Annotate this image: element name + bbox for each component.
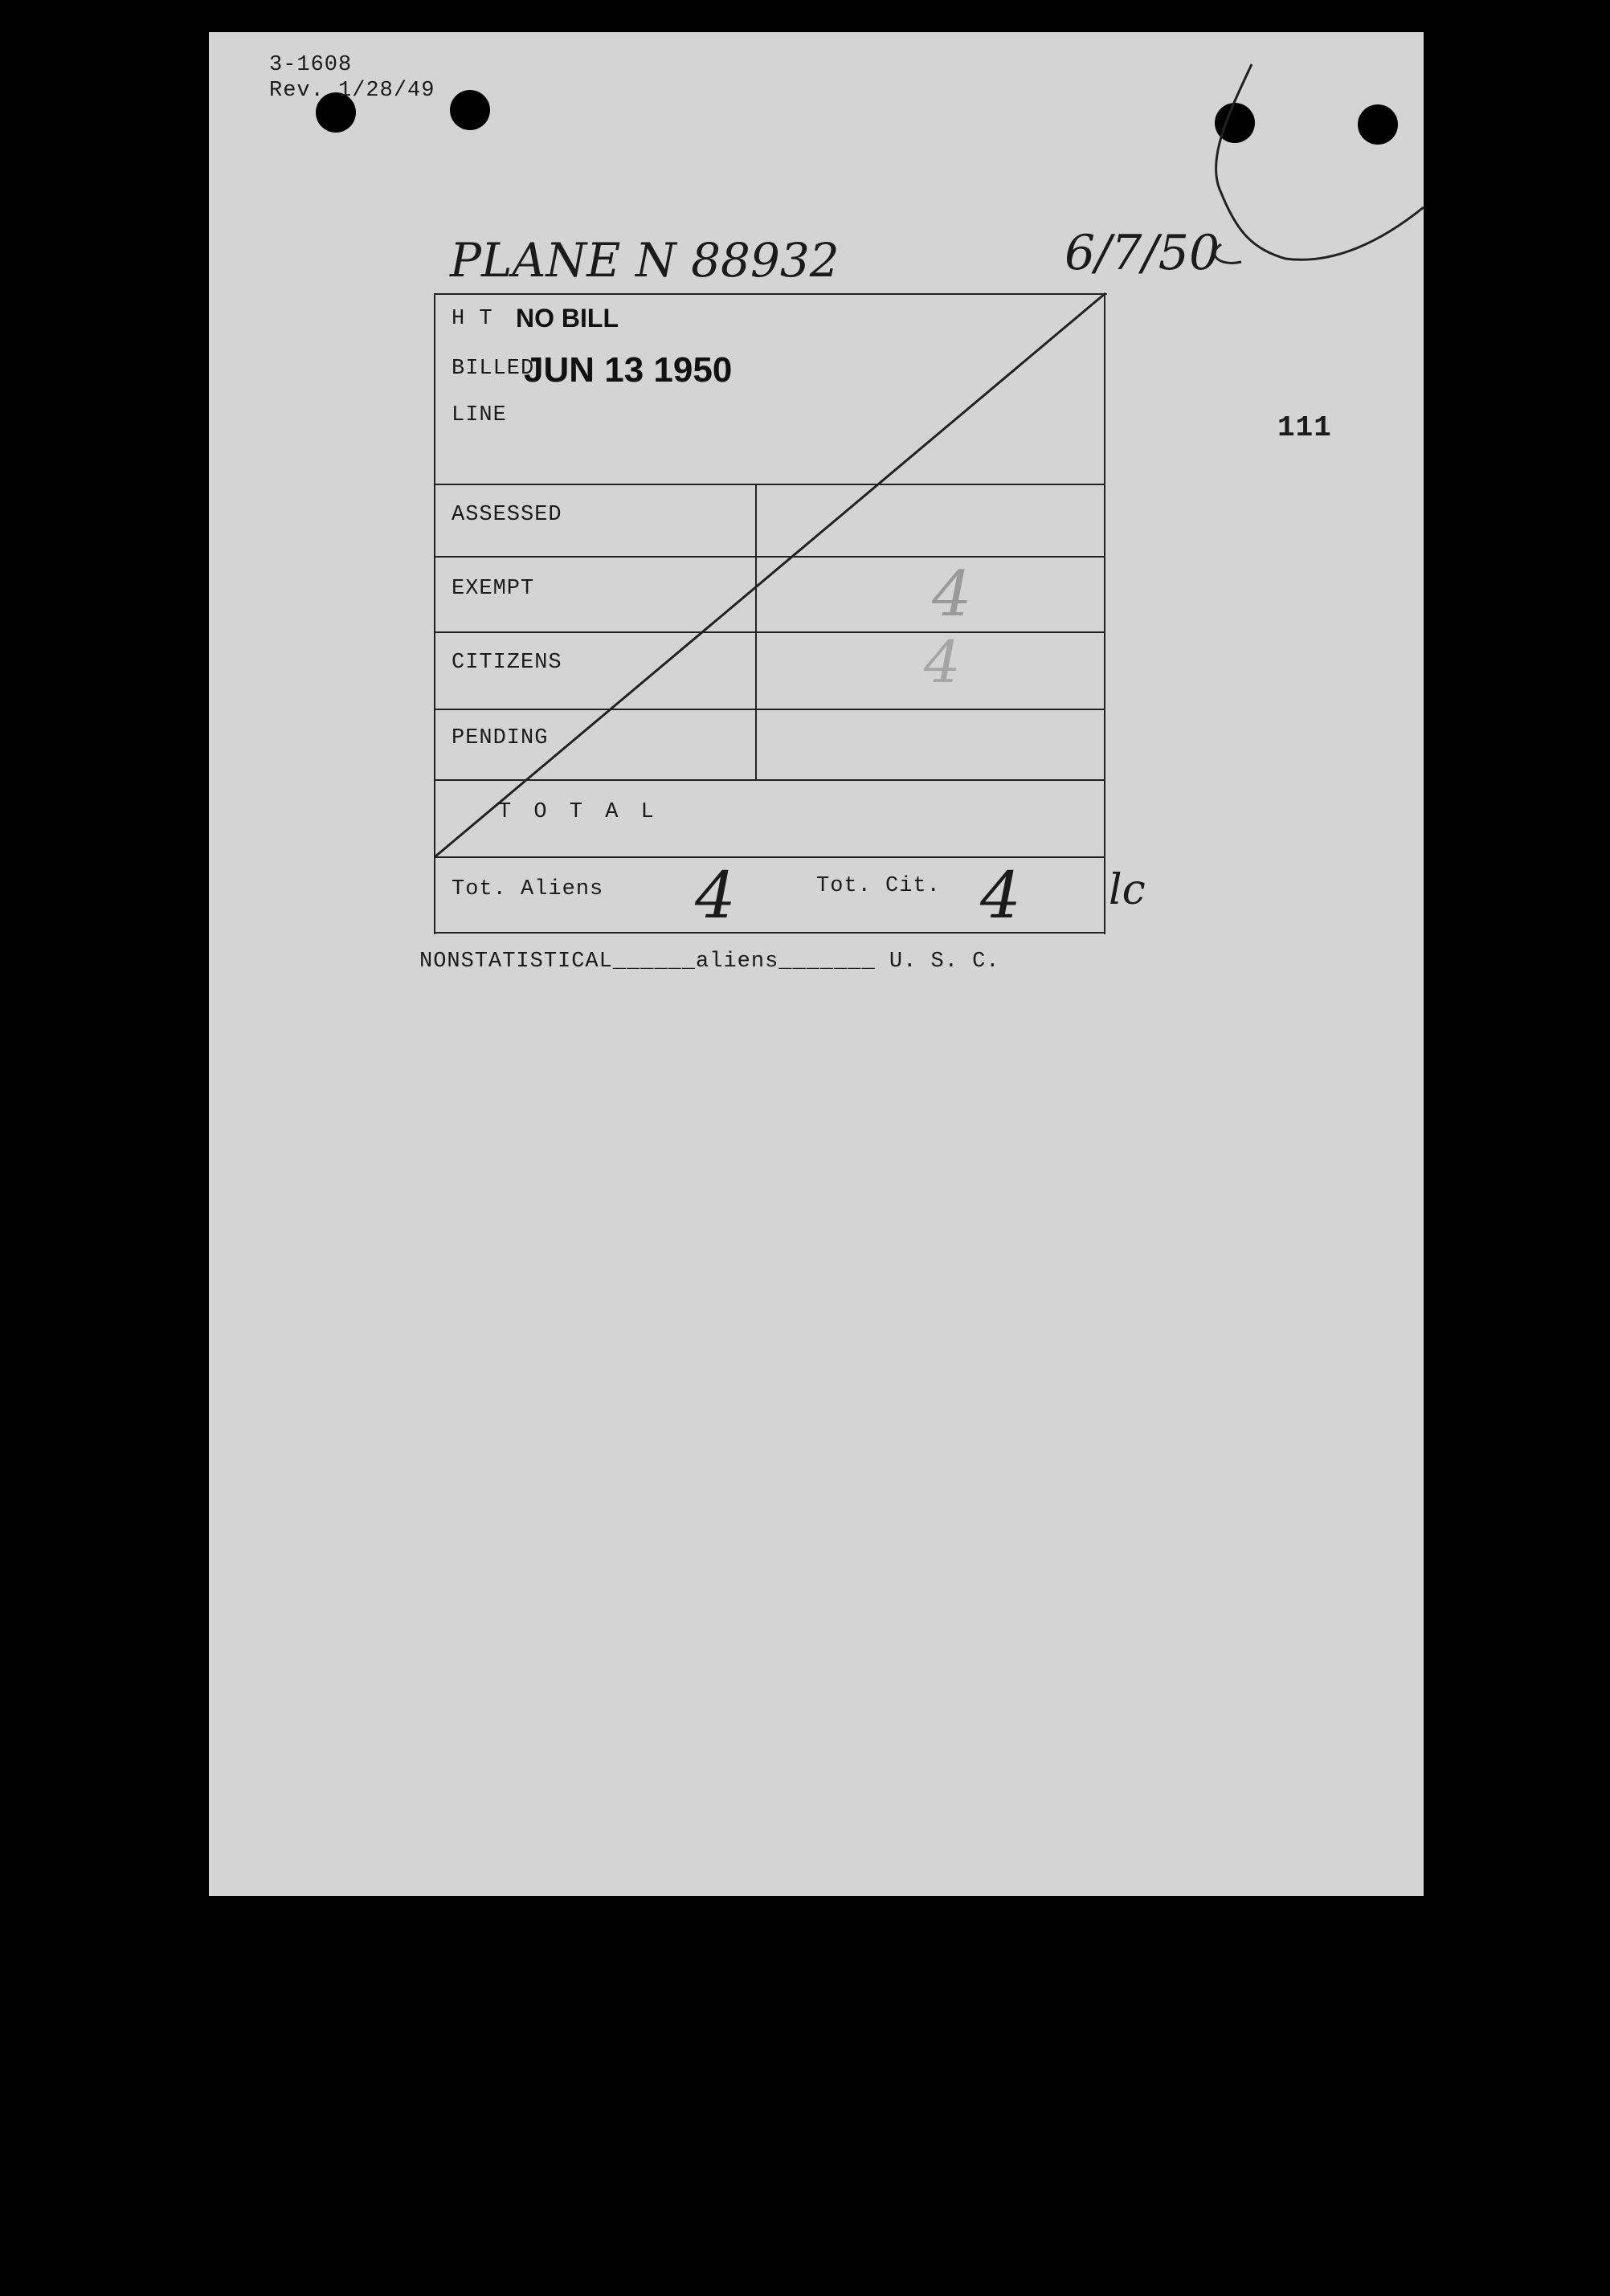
- line-label: LINE: [452, 403, 507, 427]
- exempt-value: 4: [932, 558, 972, 631]
- page-number: 111: [1277, 411, 1332, 444]
- plane-handwriting: PLANE N 88932: [450, 233, 840, 288]
- tot-cit-label: Tot. Cit.: [816, 874, 941, 898]
- pending-label: PENDING: [452, 726, 549, 750]
- date-handwriting: 6/7/50: [1064, 225, 1220, 281]
- no-bill-stamp: NO BILL: [516, 304, 619, 333]
- form-revision: Rev. 1/28/49: [269, 79, 435, 103]
- ht-label: H T: [452, 307, 493, 331]
- initials-handwriting: lc: [1109, 866, 1146, 914]
- nonstatistical-line: NONSTATISTICAL______aliens_______ U. S. C.: [419, 950, 1000, 974]
- citizens-label: CITIZENS: [452, 651, 562, 675]
- diagonal-strike-line: [435, 293, 1105, 856]
- assessed-label: ASSESSED: [452, 503, 562, 527]
- tot-aliens-label: Tot. Aliens: [452, 877, 604, 901]
- total-label: T O T A L: [498, 800, 659, 824]
- exempt-label: EXEMPT: [452, 577, 535, 601]
- billed-label: BILLED: [452, 357, 535, 381]
- form-number: 3-1608: [269, 53, 353, 77]
- tot-aliens-value: 4: [695, 858, 736, 933]
- tot-cit-value: 4: [980, 858, 1021, 933]
- pen-curve-stroke: [1216, 64, 1424, 259]
- pen-curve-stroke-2: [1215, 244, 1241, 263]
- citizens-value: 4: [924, 628, 961, 696]
- date-stamp: JUN 13 1950: [524, 350, 733, 390]
